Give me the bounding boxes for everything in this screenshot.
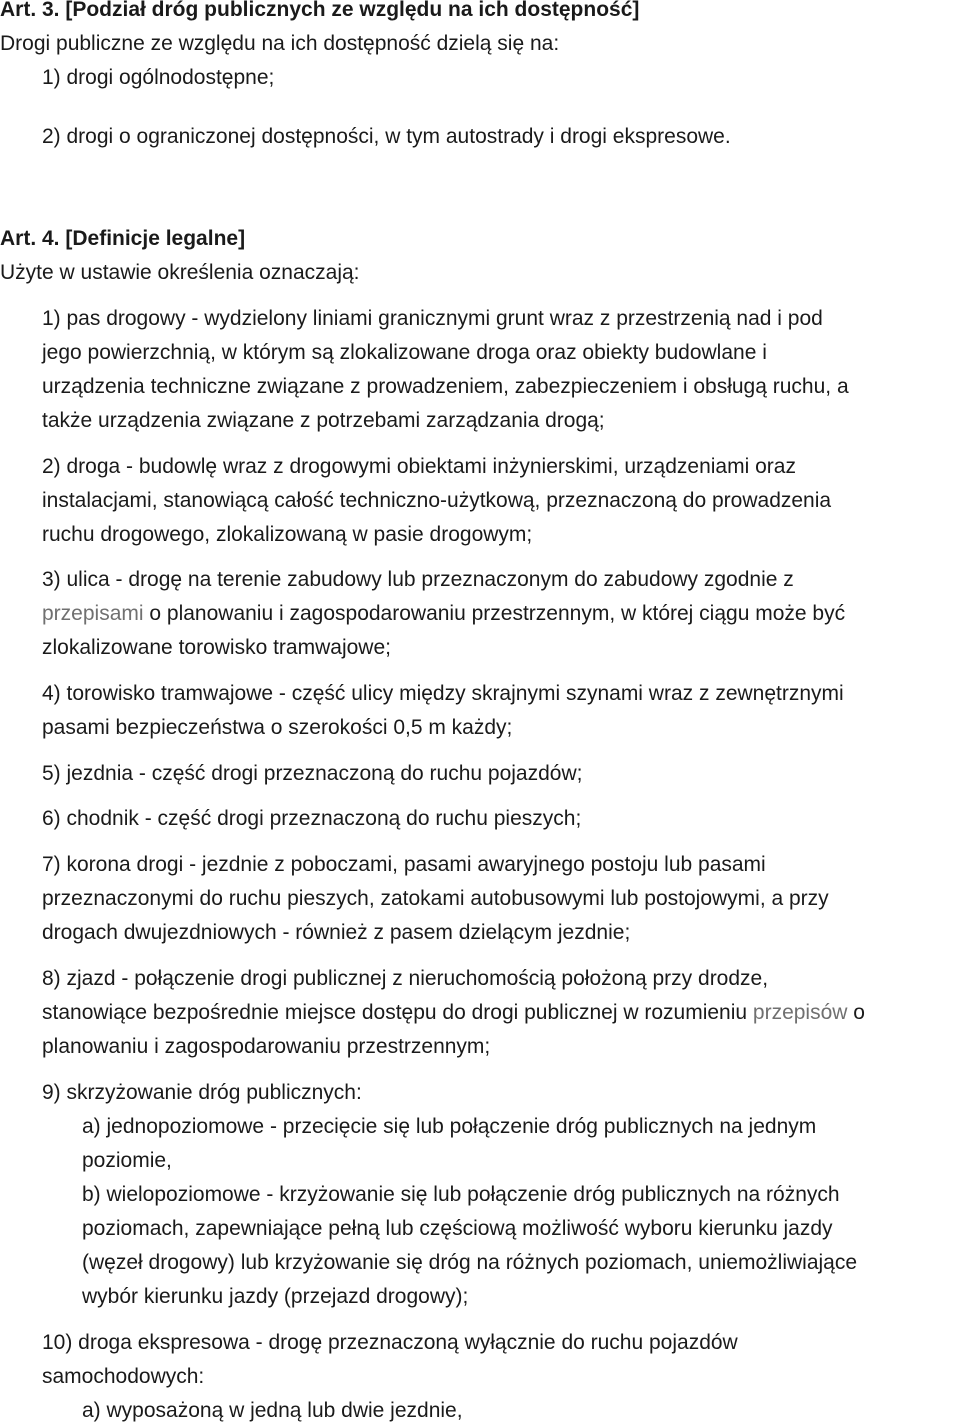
def1-line-1: 1) pas drogowy - wydzielony liniami granicznymi grunt wraz z przestrzenią nad i pod bbox=[42, 307, 823, 330]
def9-head: 9) skrzyżowanie dróg publicznych: bbox=[42, 1081, 362, 1104]
art3-item-1: 1) drogi ogólnodostępne; bbox=[42, 66, 275, 89]
def1-line-3: urządzenia techniczne związane z prowadzeniem, zabezpieczeniem i obsługą ruchu, a bbox=[42, 375, 849, 398]
art3-heading: Art. 3. [Podział dróg publicznych ze względu na ich dostępność] bbox=[0, 0, 640, 21]
def8-line-2 bbox=[42, 996, 865, 1030]
def9b-line-1: b) wielopoziomowe - krzyżowanie się lub połączenie dróg publicznych na różnych bbox=[82, 1183, 840, 1206]
def4-line-1: 4) torowisko tramwajowe - część ulicy między skrajnymi szynami wraz z zewnętrznymi bbox=[42, 682, 844, 705]
def9b-line-3: (węzeł drogowy) lub krzyżowanie się dróg na różnych poziomach, uniemożliwiające bbox=[82, 1251, 858, 1274]
def6-line: 6) chodnik - część drogi przeznaczoną do ruchu pieszych; bbox=[42, 807, 582, 830]
art4-heading-prefix: Art. 4. bbox=[0, 227, 60, 250]
def10-head-line-2: samochodowych: bbox=[42, 1365, 205, 1388]
def4-line-2: pasami bezpieczeństwa o szerokości 0,5 m każdy; bbox=[42, 716, 513, 739]
art4-heading-title: [Definicje legalne] bbox=[65, 227, 246, 250]
def7-line-1: 7) korona drogi - jezdnie z poboczami, pasami awaryjnego postoju lub pasami bbox=[42, 853, 766, 876]
art3-intro: Drogi publiczne ze względu na ich dostępność dzielą się na: bbox=[0, 32, 560, 55]
przepisami-link[interactable]: przepisami bbox=[42, 602, 144, 625]
def3-line-2-rest: o planowaniu i zagospodarowaniu przestrzennym, w której ciągu może być bbox=[143, 602, 846, 625]
def1-line-2: jego powierzchnią, w którym są zlokalizowane droga oraz obiekty budowlane i bbox=[42, 341, 767, 364]
def3-line-2 bbox=[42, 597, 845, 631]
def2-line-3: ruchu drogowego, zlokalizowaną w pasie drogowym; bbox=[42, 523, 533, 546]
def7-line-2: przeznaczonymi do ruchu pieszych, zatokami autobusowymi lub postojowymi, a przy bbox=[42, 887, 829, 910]
def2-line-1: 2) droga - budowlę wraz z drogowymi obiektami inżynierskimi, urządzeniami oraz bbox=[42, 455, 796, 478]
def10-head-line-1: 10) droga ekspresowa - drogę przeznaczoną wyłącznie do ruchu pojazdów bbox=[42, 1331, 738, 1354]
def1-line-4: także urządzenia związane z potrzebami zarządzania drogą; bbox=[42, 409, 605, 432]
def9b-line-4: wybór kierunku jazdy (przejazd drogowy); bbox=[82, 1285, 469, 1308]
def9b-line-2: poziomach, zapewniające pełną lub częściową możliwość wyboru kierunku jazdy bbox=[82, 1217, 833, 1240]
art4-heading bbox=[0, 222, 245, 256]
przepisow-link[interactable]: przepisów bbox=[752, 1001, 848, 1024]
def9a-line-2: poziomie, bbox=[82, 1149, 172, 1172]
def2-line-2: instalacjami, stanowiącą całość techniczno-użytkową, przeznaczoną do prowadzenia bbox=[42, 489, 832, 512]
def8-line-2-start: stanowiące bezpośrednie miejsce dostępu do drogi publicznej w rozumieniu bbox=[42, 1001, 753, 1024]
art3-item-2: 2) drogi o ograniczonej dostępności, w tym autostrady i drogi ekspresowe. bbox=[42, 125, 731, 148]
def3-line-3: zlokalizowane torowisko tramwajowe; bbox=[42, 636, 391, 659]
def8-line-3: planowaniu i zagospodarowaniu przestrzennym; bbox=[42, 1035, 491, 1058]
def3-line-1: 3) ulica - drogę na terenie zabudowy lub przeznaczonym do zabudowy zgodnie z bbox=[42, 568, 794, 591]
def8-line-1: 8) zjazd - połączenie drogi publicznej z nieruchomością położoną przy drodze, bbox=[42, 967, 769, 990]
def5-line: 5) jezdnia - część drogi przeznaczoną do ruchu pojazdów; bbox=[42, 762, 583, 785]
def9a-line-1: a) jednopoziomowe - przecięcie się lub połączenie dróg publicznych na jednym bbox=[82, 1115, 817, 1138]
def10a-line: a) wyposażoną w jedną lub dwie jezdnie, bbox=[82, 1399, 463, 1422]
art4-intro: Użyte w ustawie określenia oznaczają: bbox=[0, 261, 360, 284]
def8-line-2-end: o bbox=[847, 1001, 865, 1024]
def7-line-3: drogach dwujezdniowych - również z pasem dzielącym jezdnie; bbox=[42, 921, 631, 944]
